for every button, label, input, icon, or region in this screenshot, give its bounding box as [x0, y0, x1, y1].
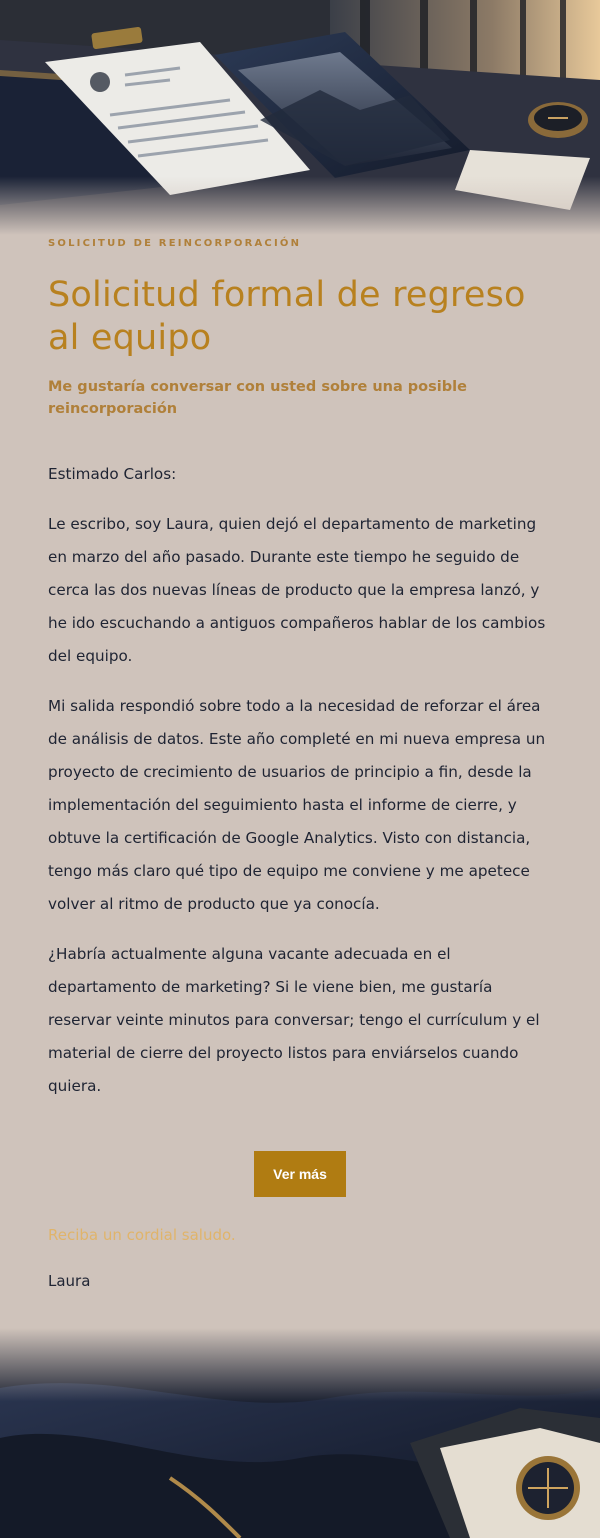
- desk-illustration: [0, 0, 600, 235]
- eyebrow-label: SOLICITUD DE REINCORPORACIÓN: [48, 238, 302, 249]
- letter-paragraph: ¿Habría actualmente alguna vacante adecuada en el departamento de marketing? Si le viene bien, me gustaría reservar veinte minutos para conversar; tengo el currículum y el material de cierre del proyecto listos para enviárselos cuando quiera.: [48, 945, 540, 1095]
- letter-paragraph: Mi salida respondió sobre todo a la necesidad de reforzar el área de análisis de datos. Este año completé en mi nueva empresa un proyecto de crecimiento de usuarios de principio a fin, desde la implementación del seguimiento hasta el informe de cierre, y obtuve la certificación de Google Analytics. Visto con distancia, tengo más claro qué tipo de equipo me conviene y me apetece volver al ritmo de producto que ya conocía.: [48, 697, 546, 913]
- letter-paragraph: Le escribo, soy Laura, quien dejó el departamento de marketing en marzo del año pasado. Durante este tiempo he seguido de cerca las dos nuevas líneas de producto que la empresa lanzó, y he ido escuchando a antiguos compañeros hablar de los cambios del equipo.: [48, 515, 546, 665]
- letter-signature: Laura: [48, 1272, 91, 1290]
- see-more-button[interactable]: Ver más: [254, 1151, 346, 1197]
- footer-illustration: [0, 1328, 600, 1538]
- page-subtitle: Me gustaría conversar con usted sobre una posible reincorporación: [48, 379, 467, 417]
- footer-image: [0, 1328, 600, 1538]
- letter-body: [48, 458, 548, 1120]
- letter-greeting: Estimado Carlos:: [48, 465, 177, 483]
- header-image: [0, 0, 600, 235]
- page-title: Solicitud formal de regreso al equipo: [48, 275, 526, 358]
- letter-closing: Reciba un cordial saludo.: [48, 1226, 236, 1244]
- letter-header: [48, 236, 558, 420]
